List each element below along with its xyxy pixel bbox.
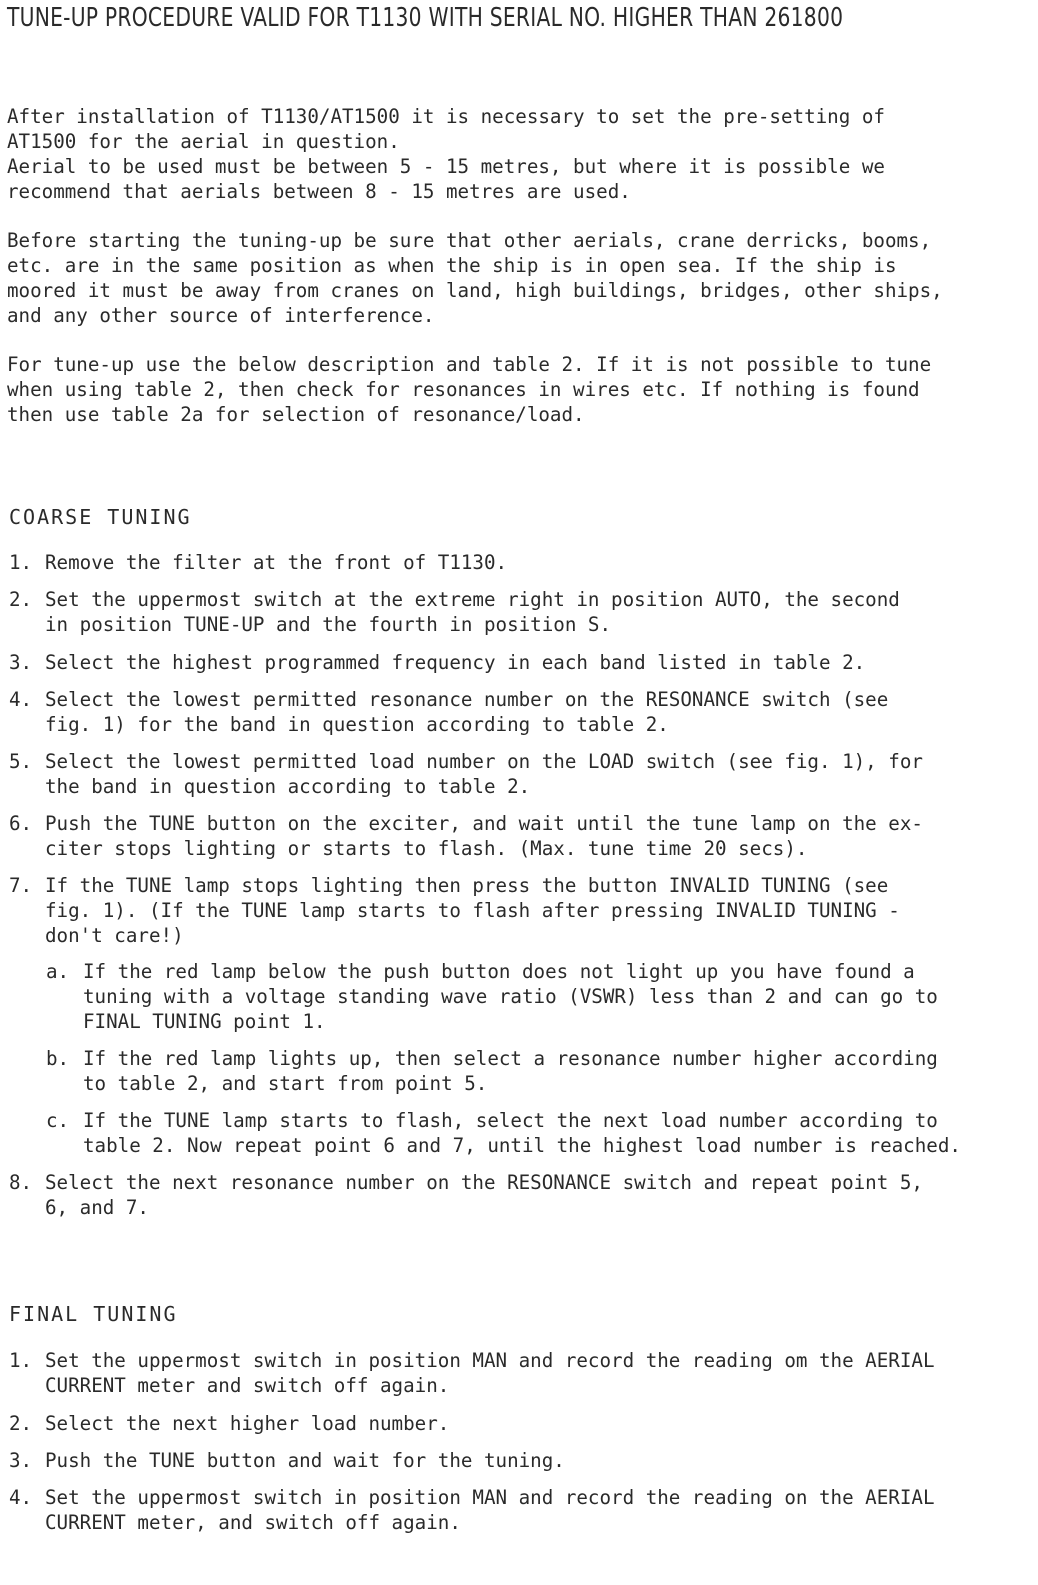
step-number: 4.: [9, 1486, 33, 1509]
step-text: If the TUNE lamp starts to flash, select the next load number according to table 2. Now repeat point 6 and 7, until the highest load number is reached.: [83, 1109, 961, 1157]
final-step-4: [9, 1485, 1034, 1585]
step-text: Set the uppermost switch in position MAN and record the reading on the AERIAL CURRENT meter, and switch off again.: [45, 1486, 935, 1534]
step-text: If the red lamp below the push button does not light up you have found a tuning with a voltage standing wave ratio (VSWR) less than 2 and can go to FINAL TUNING point 1.: [83, 960, 938, 1033]
coarse-tuning-heading: COARSE TUNING: [9, 505, 192, 529]
step-letter: b.: [46, 1047, 70, 1070]
step-text: Select the next resonance number on the RESONANCE switch and repeat point 5, 6, and 7.: [45, 1171, 923, 1219]
step-text: Set the uppermost switch in position MAN and record the reading om the AERIAL CURRENT meter and switch off again.: [45, 1349, 935, 1397]
step-letter: a.: [46, 960, 70, 983]
intro-paragraph-precautions: Before starting the tuning-up be sure that other aerials, crane derricks, booms, etc. are in the same position as when the ship is in open sea. If the ship is moored it must be away from cranes on land, high buildings, bridges, other ships, and any other source of interference.: [7, 229, 943, 327]
step-number: 1.: [9, 1349, 33, 1372]
step-number: 1.: [9, 551, 33, 574]
step-number: 8.: [9, 1171, 33, 1194]
step-number: 5.: [9, 750, 33, 773]
step-number: 3.: [9, 651, 33, 674]
final-tuning-heading: FINAL TUNING: [9, 1302, 178, 1326]
intro-paragraph-tables: For tune-up use the below description and table 2. If it is not possible to tune when using table 2, then check for resonances in wires etc. If nothing is found then use table 2a for selection of resonance/load.: [7, 353, 932, 426]
step-text: Remove the filter at the front of T1130.: [45, 551, 508, 574]
step-text: If the red lamp lights up, then select a resonance number higher according to table 2, and start from point 5.: [83, 1047, 938, 1095]
step-number: 7.: [9, 874, 33, 897]
coarse-step-7: [9, 873, 1034, 973]
step-text: Set the uppermost switch at the extreme right in position AUTO, the second in position TUNE-UP and the fourth in position S.: [45, 588, 900, 636]
intro-paragraph-installation: After installation of T1130/AT1500 it is necessary to set the pre-setting of AT1500 for the aerial in question. Aerial to be used must be between 5 - 15 metres, but where it is possible we recommend that aerials between 8 - 15 metres are used.: [7, 105, 885, 203]
step-number: 4.: [9, 688, 33, 711]
step-text: Push the TUNE button on the exciter, and wait until the tune lamp on the ex- citer stops lighting or starts to flash. (Max. tune time 20 secs).: [45, 812, 923, 860]
step-text: Push the TUNE button and wait for the tuning.: [45, 1449, 565, 1472]
step-number: 3.: [9, 1449, 33, 1472]
step-text: Select the next higher load number.: [45, 1412, 450, 1435]
step-number: 2.: [9, 588, 33, 611]
step-text: Select the lowest permitted resonance number on the RESONANCE switch (see fig. 1) for the band in question according to table 2.: [45, 688, 889, 736]
step-number: 6.: [9, 812, 33, 835]
step-number: 2.: [9, 1412, 33, 1435]
step-text: If the TUNE lamp stops lighting then press the button INVALID TUNING (see fig. 1). (If the TUNE lamp starts to flash after pressing INVALID TUNING - don't care!): [45, 874, 900, 947]
step-text: Select the lowest permitted load number on the LOAD switch (see fig. 1), for the band in question according to table 2.: [45, 750, 923, 798]
step-letter: c.: [46, 1109, 70, 1132]
coarse-step-7a: [9, 959, 1034, 1059]
page-title: TUNE-UP PROCEDURE VALID FOR T1130 WITH SERIAL NO. HIGHER THAN 261800: [7, 3, 844, 33]
coarse-step-8: [9, 1170, 1034, 1270]
step-text: Select the highest programmed frequency in each band listed in table 2.: [45, 651, 866, 674]
